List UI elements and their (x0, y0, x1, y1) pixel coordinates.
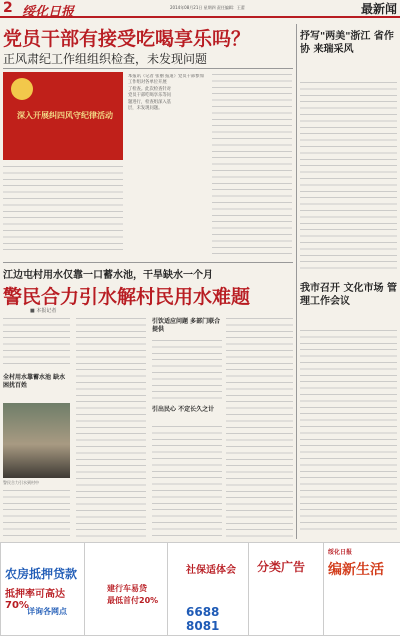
body-line: 题进行，检查组深入基 (128, 99, 171, 105)
second-kicker: 江边屯村用水仅靠一口蓄水池，干旱缺水一个月 (3, 270, 213, 281)
second-body-col4 (226, 318, 293, 538)
second-subhead2: 引饮适应问题 多部门联合提供 (152, 318, 221, 333)
ad-classifieds (248, 542, 324, 636)
ad-text: 分类广告 (257, 560, 306, 574)
body-line: 工作组对各单位开展 (128, 80, 167, 86)
divider (3, 262, 293, 263)
ad-text: 社保适体会 (186, 565, 236, 576)
lead-photo (3, 72, 123, 160)
second-byline: ■ 本报记者 (30, 308, 57, 314)
second-body-col1 (3, 318, 70, 368)
second-subhead1: 全村用水靠蓄水池 缺水困扰百姓 (3, 374, 66, 389)
ad-strip (0, 542, 400, 634)
second-headline: 警民合力引水解村民用水难题 (3, 286, 251, 308)
column-divider (296, 24, 297, 539)
lead-body-col0 (3, 166, 123, 254)
ad-text: 绥化日报 (328, 549, 353, 556)
party-emblem-icon (11, 78, 33, 100)
lead-headline: 党员干部有接受吃喝享乐吗？ (3, 28, 251, 50)
sidebar (300, 30, 397, 56)
lead-body-col2 (212, 74, 292, 254)
ad-text: 农房抵押贷款 (5, 567, 78, 581)
sidebar-story1-body (300, 82, 397, 272)
section-label: 最新闻 (360, 2, 397, 16)
sidebar-story1-title: 抒写"两美"浙江 省作协 来瑞采风 (300, 31, 394, 55)
body-line: 层，未发现问题。 (128, 106, 163, 112)
second-photo (3, 403, 70, 478)
ad-text: 详询各网点 (27, 607, 67, 616)
ad-text: 抵押率可高达70% (5, 589, 65, 611)
lead-body-col1 (128, 74, 208, 254)
divider (3, 68, 293, 69)
paper-name: 绥化日报 (22, 5, 75, 20)
ad-ccb (84, 542, 168, 636)
sidebar-story2-title: 我市召开 文化市场 管理工作会议 (300, 283, 397, 307)
ad-text: 建行车易贷 (107, 584, 147, 593)
ad-text: 6688 8081 (186, 605, 220, 633)
body-line: 了检查。此次检查针对 (128, 86, 171, 92)
sidebar-story2-body (300, 330, 397, 535)
ad-social-security (167, 542, 249, 636)
lead-photo-caption: 深入开展纠四风守纪律活动 (17, 111, 113, 120)
second-body-col3 (152, 340, 222, 402)
ad-new-life (323, 542, 400, 636)
ad-text: 编新生活 (328, 562, 384, 578)
second-body-col3b (152, 426, 222, 538)
body-line: 本报讯（记者 张丽 报道）党员干部参加 (128, 74, 204, 79)
page-number: 2 (3, 0, 13, 16)
second-body-col1b (3, 490, 70, 538)
lead-subhead: 正风肃纪工作组组织检查，未发现问题 (3, 52, 208, 66)
issue-meta: 2014年08月21日 星期四 责任编辑：王蕾 (170, 5, 245, 10)
second-body-col2 (76, 318, 146, 538)
body-line: 党员干部吃喝享乐等问 (128, 93, 171, 99)
second-photo-caption: 警民合力引水到村中 (3, 480, 39, 485)
ad-rural-bank (0, 542, 85, 636)
second-subhead3: 引出民心 不定长久之计 (152, 406, 215, 413)
ad-text: 最低首付20% (107, 596, 159, 605)
